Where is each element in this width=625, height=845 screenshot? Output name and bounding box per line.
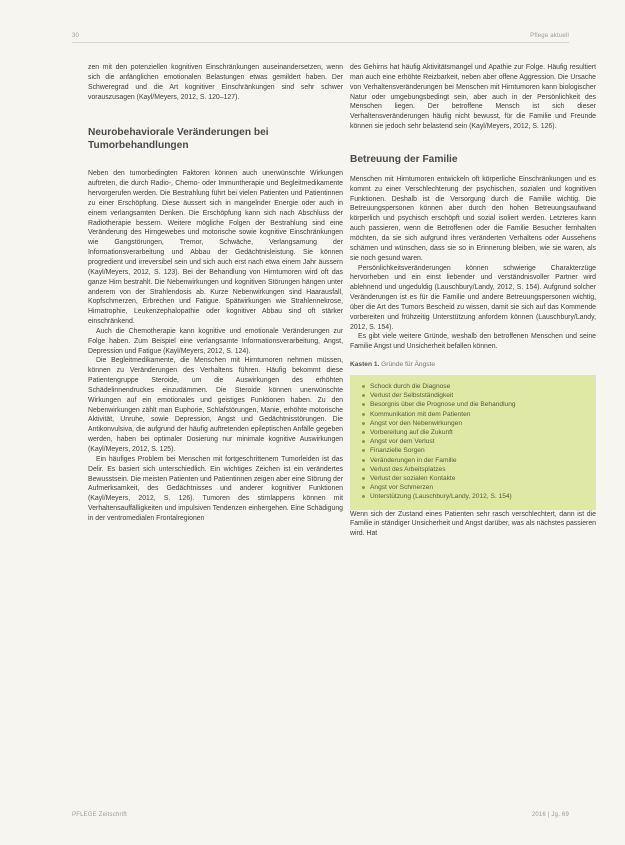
right-paragraph-3: Es gibt viele weitere Gründe, weshalb den betroffenen Menschen und seine Familie Angst und Unsicherheit befallen können.	[350, 333, 596, 351]
bullet-icon	[362, 403, 365, 406]
list-item: Verlust der Selbstständigkeit	[362, 391, 588, 400]
bullet-icon	[362, 449, 365, 452]
list-item: Verlust der sozialen Kontakte	[362, 474, 588, 483]
list-item: Angst vor dem Verlust	[362, 437, 588, 446]
header-rule	[72, 42, 569, 43]
box-caption	[350, 360, 596, 370]
page-number: 30	[72, 33, 80, 39]
list-item: Veränderungen in der Familie	[362, 456, 588, 465]
list-item: Finanzielle Sorgen	[362, 446, 588, 455]
list-item: Unterstützung (Lauschbury/Landy, 2012, S. 154)	[362, 492, 588, 501]
list-item: Angst vor den Nebenwirkungen	[362, 419, 588, 428]
list-item: Verlust des Arbeitsplatzes	[362, 465, 588, 474]
left-paragraph-2: Auch die Chemotherapie kann kognitive und emotionale Veränderungen zur Folge haben. Zum Beispiel eine verlangsamte Informationsverarbeitung, Angst, Depression und Fatigue (Kayl/Meyers, 2012, S. 124).	[88, 327, 343, 355]
left-paragraph-1: Neben den tumorbedingten Faktoren können auch unerwünschte Wirkungen auftreten, die durch Radio-, Chemo- oder Immuntherapie und Begleitmedikamente hervorgerufen werden. Die Bestrahlung führt bei vielen Patienten und Patientinnen zu einer Erschöpfung. Diese äussert sich in mangelnder Energie oder auch in einem verlangsamten Denken. Die Erschöpfung kann sich nach Abschluss der Radiotherapie bessern. Weitere mögliche Folgen der Bestrahlung sind eine Veränderung des Hirngewebes und motorische sowie kognitive Einschränkungen wie Gangstörungen, Tremor, Schwäche, Verlangsamung der Informationsverarbeitung und Abbau der Gedächtnisleistung. Sie können progredient und irreversibel sein und sich auch erst nach etwa einem Jahr äussern (Kayl/Meyers, 2012, S. 123). Bei der Behandlung von Hirntumoren wird oft das ganze Hirn bestrahlt. Die Nebenwirkungen und kognitiven Störungen hängen unter anderem von der Strahlendosis ab. Kurze Nebenwirkungen sind Haarausfall, Kopfschmerzen, Erbrechen und Fatigue. Spätwirkungen wie Strahlennekrose, Hirnatrophie, Leukenzephalopathie oder kognitiver Abbau sind oft stärker einschränkend.	[88, 170, 343, 326]
list-item: Vorbereitung auf die Zukunft	[362, 428, 588, 437]
right-paragraph-1: Menschen mit Hirntumoren entwickeln oft körperliche Einschränkungen und es kommt zu einer Verschlechterung der psychischen, sozialen und kognitiven Funktionen. Deshalb ist die Versorgung durch die Familie wichtig. Die Betreuungspersonen können aber durch den hohen Betreuungsaufwand körperlich und psychisch erschöpft und sozial isoliert werden. Letzteres kann auch passieren, wenn die Betroffenen oder die Familie Besucher fernhalten möchten, da sie sich aufgrund ihres veränderten Verhaltens oder Aussehens schämen und wünschen, dass sie so in Erinnerung bleiben, wie sie waren, als sie noch gesund waren.	[350, 175, 596, 262]
right-column	[350, 63, 596, 539]
heading-betreuung-der-familie: Betreuung der Familie	[350, 153, 458, 165]
reasons-list	[362, 382, 588, 502]
bullet-icon	[362, 431, 365, 434]
left-paragraph-4: Ein häufiges Problem bei Menschen mit fortgeschrittenem Tumorleiden ist das Delir. Es basiert sich unterschiedlich. Ein wichtiges Zeichen ist ein verändertes Bewusstsein. Die meisten Patienten und Patientinnen zeigen aber eine Störung der Aufmerksamkeit, des Gedächtnisses und anderer kognitiver Funktionen (Kayl/Meyers, 2012, S. 126). Tumoren des stirnlappens können mit Verhaltensauffälligkeiten und impulsiven Tendenzen einhergehen. Eine Schädigung in der ventromedialen Frontalregionen	[88, 455, 343, 522]
bullet-icon	[362, 477, 365, 480]
left-intro-paragraph: zen mit den potenziellen kognitiven Einschränkungen auseinandersetzen, wenn sich die anfänglichen emotionalen Belastungen etwas gemildert haben. Der Schweregrad und die Art kognitiver Einschränkungen sind sehr schwer vorauszusagen (Kayl/Meyers, 2012, S. 120–127).	[88, 64, 343, 101]
reasons-box	[350, 375, 596, 510]
footer-issue: PFLEGE Zeitschrift	[72, 812, 127, 818]
bullet-icon	[362, 468, 365, 471]
bullet-icon	[362, 394, 365, 397]
bullet-icon	[362, 385, 365, 388]
bullet-icon	[362, 486, 365, 489]
bullet-icon	[362, 459, 365, 462]
bullet-icon	[362, 422, 365, 425]
list-item: Kommunikation mit dem Patienten	[362, 410, 588, 419]
bullet-icon	[362, 413, 365, 416]
box-title: Gründe für Ängste	[381, 361, 436, 369]
bullet-icon	[362, 495, 365, 498]
list-item: Schock durch die Diagnose	[362, 382, 588, 391]
section-label: Pflege aktuell	[530, 33, 569, 39]
right-after-box-paragraph: Wenn sich der Zustand eines Patienten sehr rasch verschlechtert, dann ist die Familie in ständiger Unsicherheit und Angst darüber, was als nächstes passieren wird. Hat	[350, 510, 596, 538]
left-paragraph-3: Die Begleitmedikamente, die Menschen mit Hirntumoren nehmen müssen, können zu Veränderungen des Verhaltens führen. Häufig bekommt diese Patientengruppe Steroide, um die Auswirkungen des erhöhten Schädelinnendruckes einzudämmen. Die Steroide können unerwünschte Wirkungen auf ein emotionales und geistiges Funktionen haben. Zu den Nebenwirkungen zählt man Euphorie, Schlafstörungen, Manie, erhöhte motorische Aktivität, Unruhe, sowie Depression, Angst und Gedächtnisstörungen. Die Antikonvulsiva, die aufgrund der häufig auftretenden epileptischen Anfälle gegeben werden, haben bei optimaler Dosierung nur minimale kognitive Auswirkungen (Kayl/Meyers, 2012, S. 125).	[88, 357, 343, 453]
list-item: Angst vor Schmerzen	[362, 483, 588, 492]
heading-neurobehaviorale: Neurobehaviorale Veränderungen bei Tumorbehandlungen	[88, 127, 269, 152]
left-column	[88, 63, 343, 524]
footer-volume: 2016 | Jg. 69	[531, 812, 569, 818]
bullet-icon	[362, 440, 365, 443]
right-intro-paragraph: des Gehirns hat häufig Aktivitätsmangel und Apathie zur Folge. Häufig resultiert man auch eine erhöhte Reizbarkeit, neben aber offene Aggression. Die Ursache von Verhaltensveränderungen bei Menschen mit Hirntumoren kann biologischer Natur oder umgebungsbedingt sein, aber auch in der Persönlichkeit des Menschen liegen. Der betroffene Mensch ist sich dieser Verhaltensveränderungen häufig nicht bewusst, für die Familie und Freunde können sie jedoch sehr belastend sein (Kayl/Meyers, 2012, S. 126).	[350, 64, 596, 131]
box-label: Kasten 1.	[350, 361, 380, 369]
list-item: Besorgnis über die Prognose und die Behandlung	[362, 400, 588, 409]
right-paragraph-2: Persönlichkeitsveränderungen können schwierige Charakterzüge hervorheben und ein einst liebender und verständnisvoller Partner wird ablehnend und ungeduldig (Lauschbury/Landy, 2012, S. 154). Aufgrund solcher Veränderungen ist es für die Familie und andere Betreuungspersonen wichtig, über die Art des Tumors Bescheid zu wissen, damit sie sich auf das Kommende vorbereiten und frühzeitig Unterstützung anfordern können (Lauschbury/Landy, 2012, S. 154).	[350, 264, 596, 331]
